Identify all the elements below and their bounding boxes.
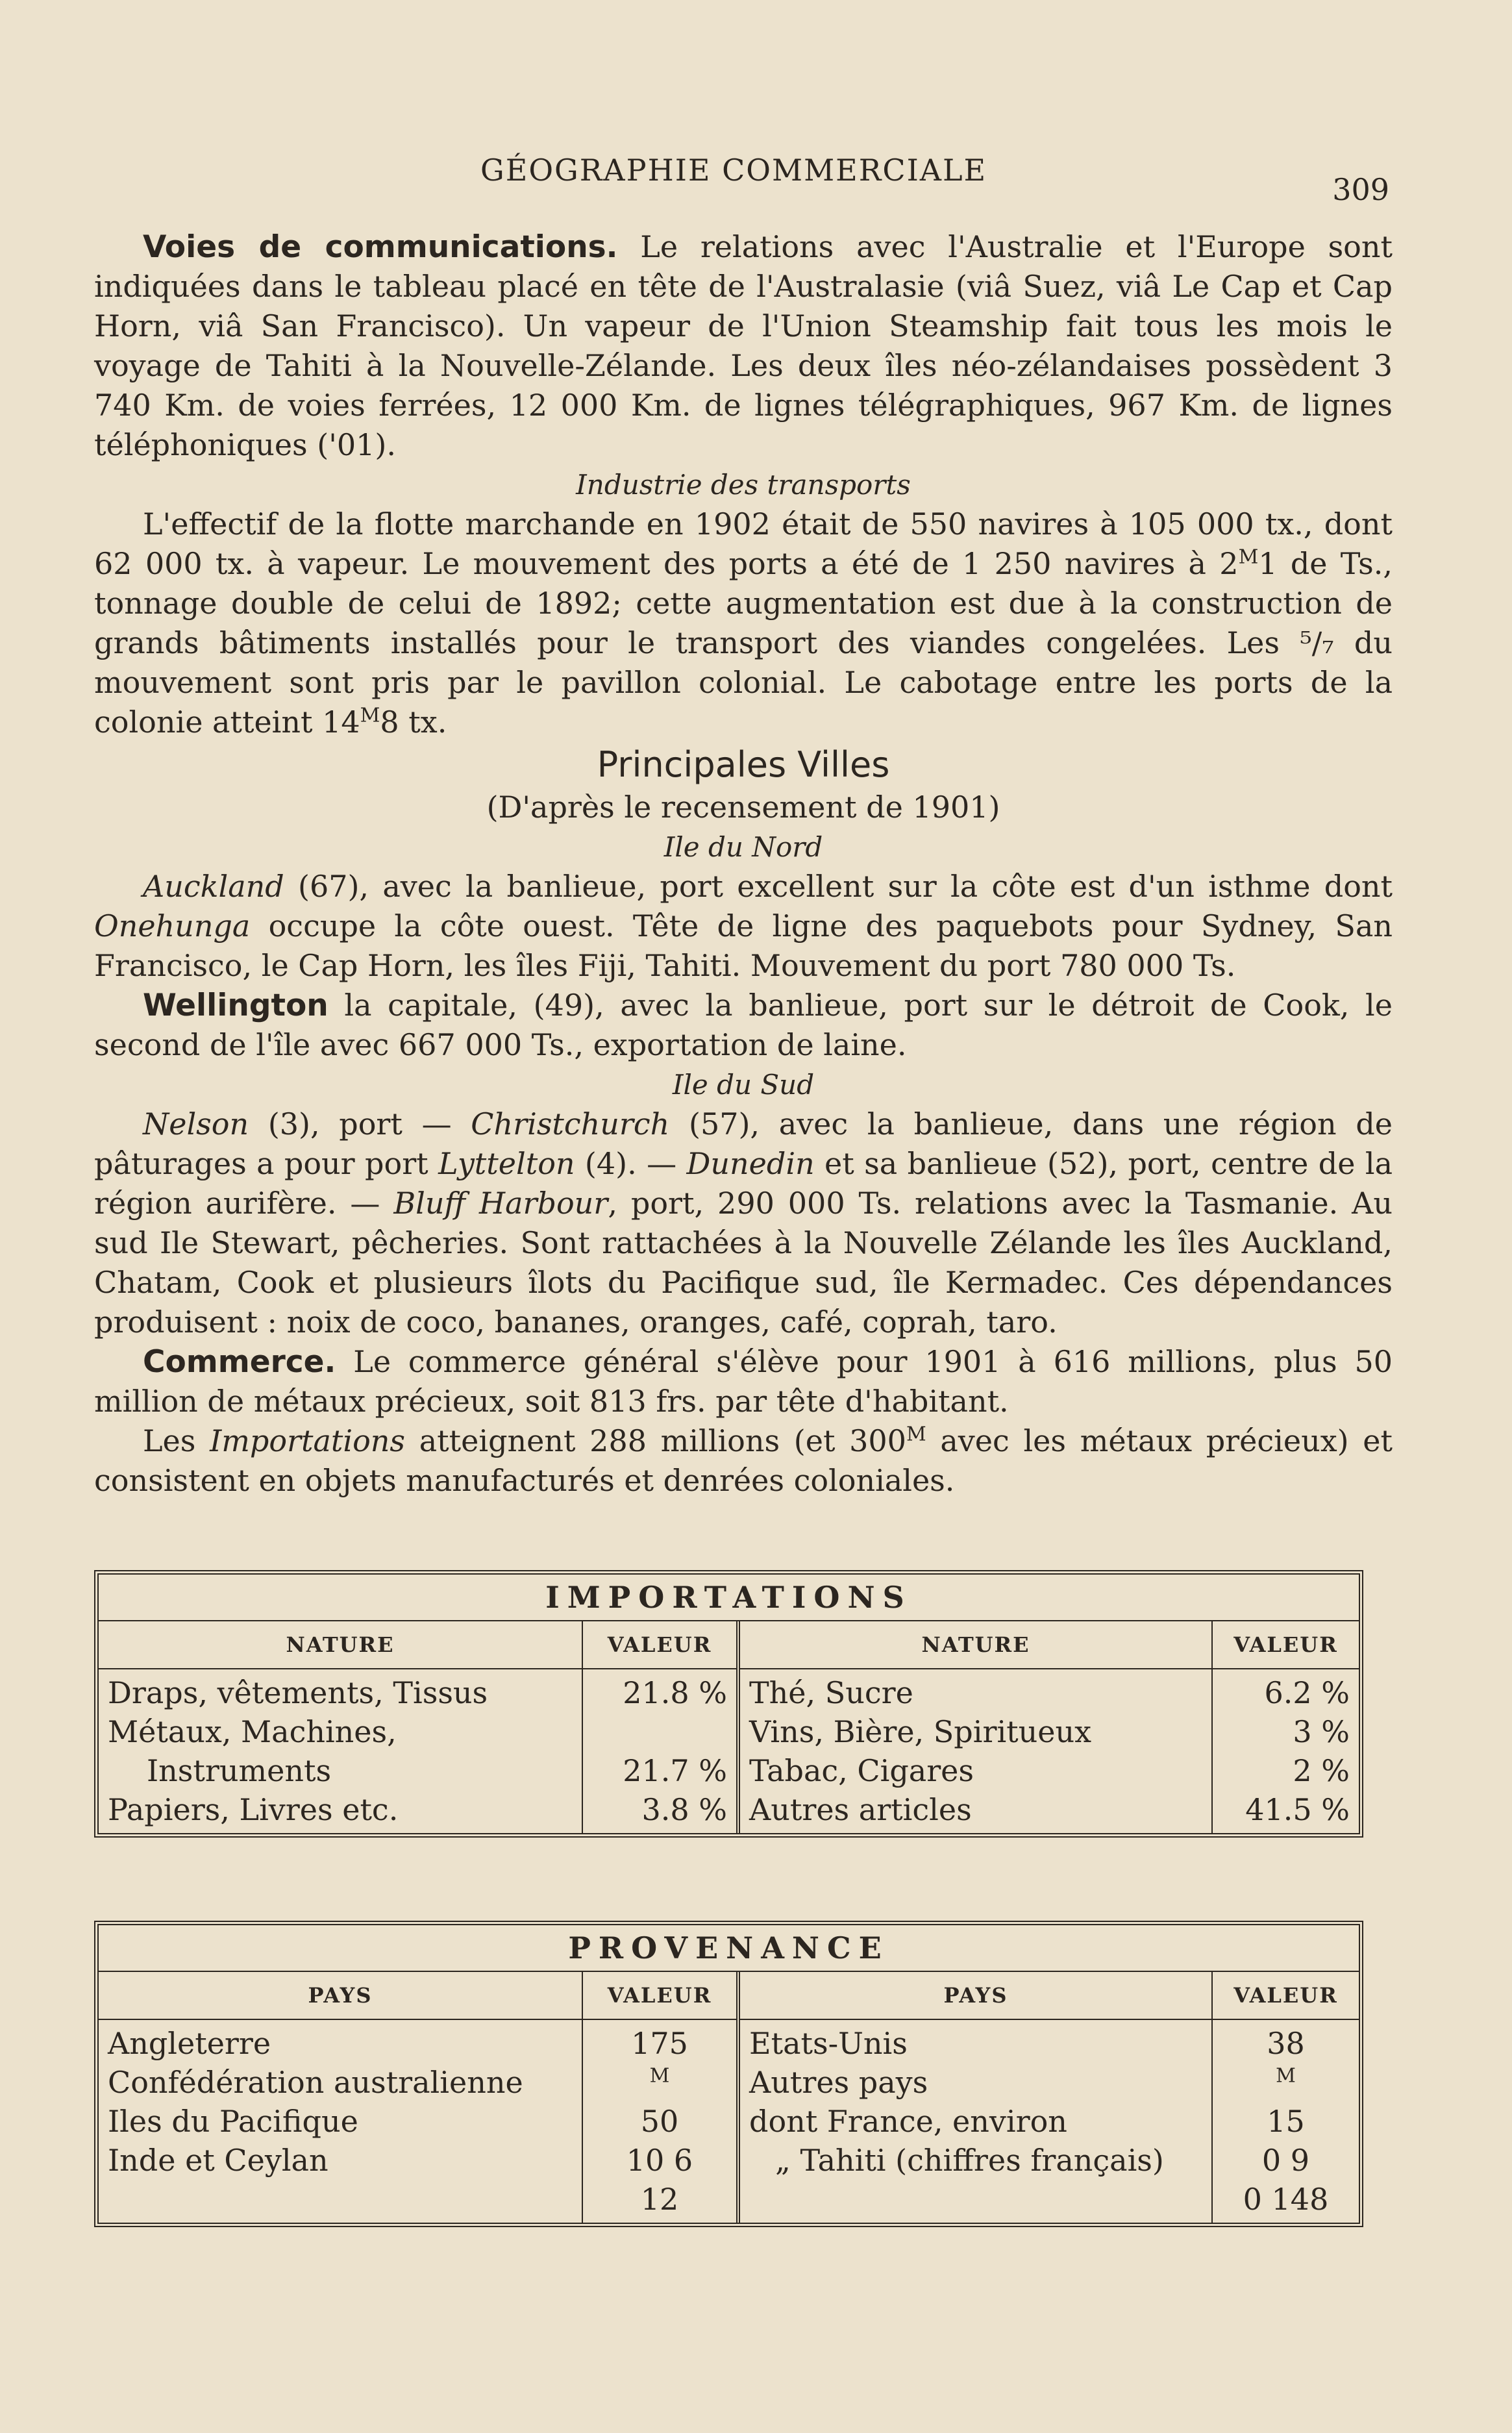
commerce-heading: Commerce. [143,1344,336,1380]
col-pays-left: PAYS [99,1972,582,2019]
import-valeur-left: 21.8 % 21.7 % 3.8 % [582,1669,738,1833]
text-body [94,227,1393,1501]
col-valeur-right: VALEUR [1212,1621,1359,1669]
importations-title: IMPORTATIONS [99,1575,1359,1621]
villes-title: Principales Villes [597,744,890,785]
north-island-title: Ile du Nord [663,831,823,863]
col-pays-right: PAYS [738,1972,1212,2019]
communications-heading: Voies de communications. [143,229,618,265]
col-valeur-left: VALEUR [582,1621,738,1669]
auckland-paragraph: Auckland (67), avec la banlieue, port excellent sur la côte est d'un isthme dont Onehunga occupe la côte ouest. Tête de ligne des paquebots pour Sydney, San Francisco, le Cap Horn, les îles Fiji, Tahiti. Mouvement du port 780 000 Ts. [94,869,1393,983]
communications-paragraph: Voies de communications. Le relations avec l'Australie et l'Europe sont indiquées dans le tableau placé en tête de l'Australasie (viâ Suez, viâ Le Cap et Cap Horn, viâ San Francisco). Un vapeur de l'Union Steamship fait tous les mois le voyage de Tahiti à la Nouvelle-Zélande. Les deux îles néo-zélandaises possèdent 3 740 Km. de voies ferrées, 12 000 Km. de lignes télégraphiques, 967 Km. de lignes téléphoniques ('01). [94,229,1393,462]
import-nature-right: Thé, Sucre Vins, Bière, Spiritueux Tabac, Cigares Autres articles [738,1669,1212,1833]
col-valeur-right: VALEUR [1212,1972,1359,2019]
provenance-pays-left: Angleterre Confédération australienne Iles du Pacifique Inde et Ceylan [108,2026,523,2178]
villes-census: (D'après le recensement de 1901) [486,790,1000,825]
wellington-paragraph: Wellington la capitale, (49), avec la banlieue, port sur le détroit de Cook, le second de l'île avec 667 000 Ts., exportation de laine. [94,988,1393,1062]
importations-paragraph: Les Importations atteignent 288 millions (et $300^M$ avec les métaux précieux) et consistent en objets manufacturés et denrées coloniales. [94,1423,1393,1498]
south-island-paragraph: Nelson (3), port — Christchurch (57), avec la banlieue, dans une région de pâturages a pour port Lyttelton (4). — Dunedin et sa banlieue (52), port, centre de la région aurifère. — Bluff Harbour, port, 290 000 Ts. relations avec la Tasmanie. Au sud Ile Stewart, pêcheries. Sont rattachées à la Nouvelle Zélande les îles Auckland, Chatam, Cook et plusieurs îlots du Pacifique sud, île Kermadec. Ces dépendances produisent : noix de coco, bananes, oranges, café, coprah, taro. [94,1106,1393,1340]
provenance-pays-right: Etats-Unis Autres pays dont France, environ „ Tahiti (chiffres français) [738,2019,1212,2223]
running-title: GÉOGRAPHIE COMMERCIALE [480,153,987,188]
page-header [91,153,1389,205]
page-number: 309 [1332,172,1389,207]
col-nature-right: NATURE [738,1621,1212,1669]
transports-subtitle: Industrie des transports [576,469,911,501]
transports-paragraph: L'effectif de la flotte marchande en 1902 était de 550 navires à 105 000 tx., dont 62 000 tx. à vapeur. Le mouvement des ports a été de 1 250 navires à $2^M1$ de Ts., tonnage double de celui de 1892; cette augmentation est due à la construction de grands bâtiments installés pour le transport des viandes congelées. Les ⁵/₇ du mouvement sont pris par le pavillon colonial. Le cabotage entre les ports de la colonie atteint $14^M8$ tx. [94,506,1393,740]
provenance-valeur-left: 175 $^M$ 50 10 6 12 [582,2019,738,2223]
importations-table [94,1570,1363,1838]
commerce-paragraph: Commerce. Le commerce général s'élève pour 1901 à 616 millions, plus 50 million de métaux précieux, soit 813 frs. par tête d'habitant. [94,1344,1393,1419]
col-valeur-left: VALEUR [582,1972,738,2019]
col-nature-left: NATURE [99,1621,582,1669]
provenance-title: PROVENANCE [99,1925,1359,1972]
import-valeur-right: 6.2 % 3 % 2 % 41.5 % [1212,1669,1359,1833]
south-island-title: Ile du Sud [672,1069,815,1101]
provenance-table [94,1921,1363,2227]
provenance-valeur-right: 38 $^M$ 15 0 9 0 148 [1212,2019,1359,2223]
import-nature-left: Draps, vêtements, Tissus Métaux, Machines, Instruments Papiers, Livres etc. [108,1675,488,1827]
